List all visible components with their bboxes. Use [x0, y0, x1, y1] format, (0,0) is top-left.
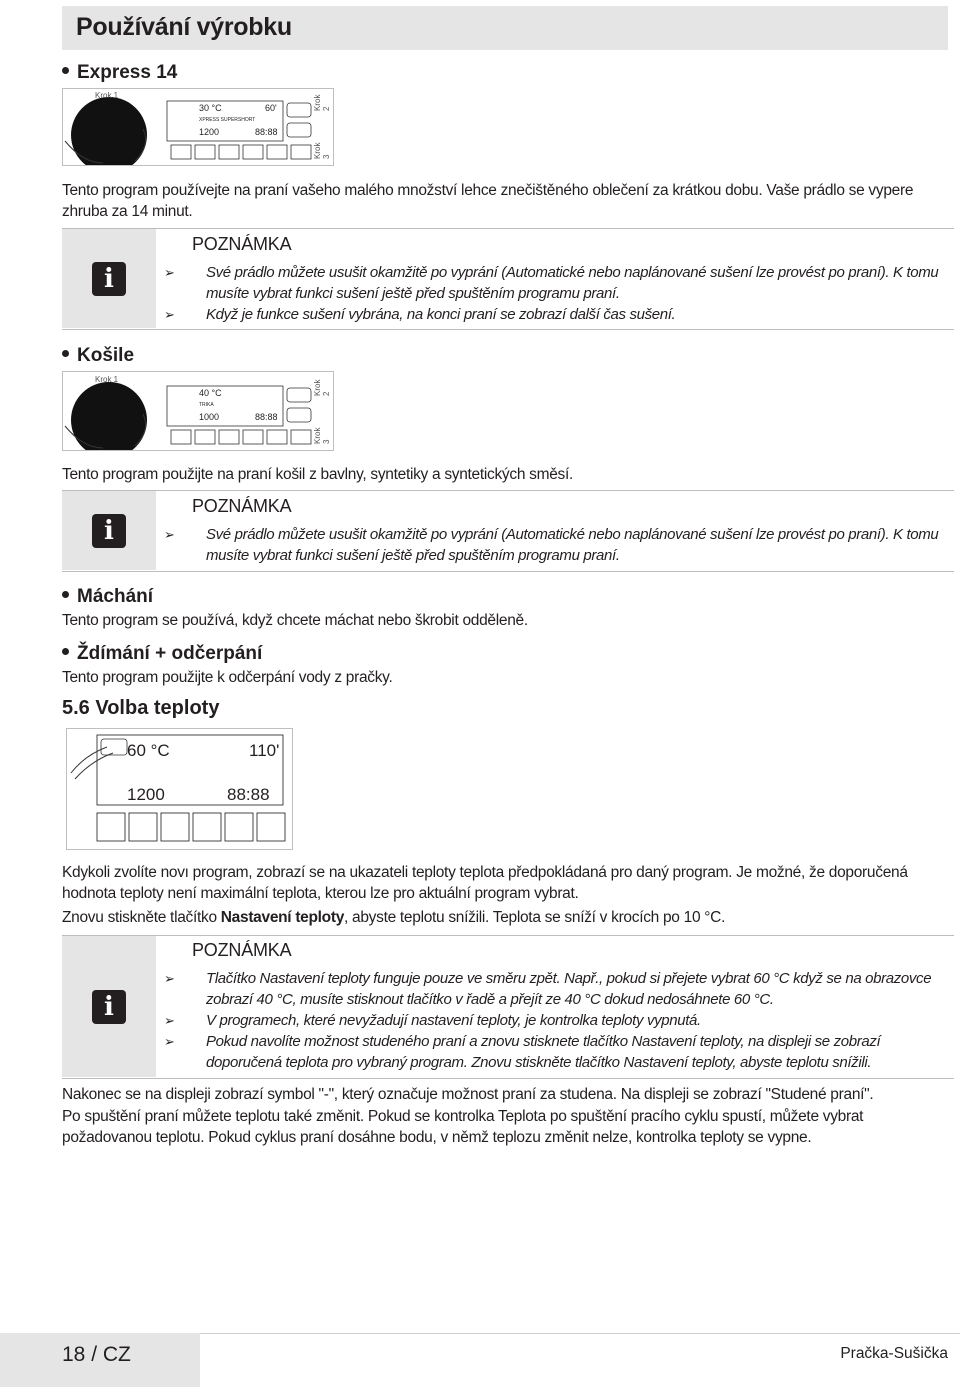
note-title: POZNÁMKA	[192, 940, 292, 960]
note-item: ➢ V programech, které nevyžadují nastavení teploty, je kontrolka teploty vypnutá.	[164, 1012, 701, 1029]
arrow-bullet-icon: ➢	[164, 527, 175, 542]
arrow-bullet-icon: ➢	[164, 265, 175, 280]
display-mode: XPRESS SUPERSHORT	[199, 117, 256, 123]
note-item: ➢ Pokud navolíte možnost studeného praní a znovu stisknete tlačítko Nastavení teploty, na displeji se zobrazí doporučená teplota pro vybraný program. Znovu stiskněte tlačítko Nastavení teploty, abyste teplotu snížili.	[164, 1033, 881, 1071]
display-mode: TRIKA	[199, 402, 214, 408]
arrow-bullet-icon: ➢	[164, 1034, 175, 1049]
bullet-icon	[62, 591, 69, 598]
display-clock: 88:88	[255, 412, 278, 422]
page-number: 18 / CZ	[62, 1343, 131, 1366]
section-heading-zdimani: Ždímání + odčerpání	[62, 643, 262, 665]
info-panel	[62, 229, 156, 328]
display-spin: 1200	[127, 785, 165, 804]
bullet-icon	[62, 67, 69, 74]
note-item: ➢ Své prádlo můžete usušit okamžitě po vyprání (Automatické nebo naplánované sušení lze provést po praní). K tomu musíte vybrat funkci sušení ještě před spuštěním programu praní.	[164, 526, 939, 564]
page-title: Používání výrobku	[76, 13, 292, 41]
temperature-display-diagram	[66, 728, 293, 850]
kosile-description: Tento program použijte na praní košil z bavlny, syntetiky a syntetických směsí.	[62, 466, 573, 483]
section-heading-machani: Máchání	[62, 586, 153, 608]
volba-paragraph-1: Kdykoli zvolíte novı program, zobrazí se na ukazateli teploty teplota předpokládaná pro daný program. Je možné, že doporučená hodnota teploty není maximální teplota, kterou lze pro aktuální program vybrat.	[62, 864, 908, 902]
display-spin: 1000	[199, 412, 220, 422]
display-temperature: 60 °C	[127, 741, 170, 760]
note-title: POZNÁMKA	[192, 234, 292, 254]
note-list	[164, 524, 952, 566]
step-label: Krok 2	[313, 94, 331, 111]
step-label: Krok 3	[313, 427, 331, 444]
bullet-icon	[62, 648, 69, 655]
display-clock: 88:88	[227, 785, 270, 804]
display-temperature: 30 °C	[199, 103, 222, 113]
kosile-diagram	[62, 371, 334, 451]
info-icon: i	[92, 514, 126, 548]
arrow-bullet-icon: ➢	[164, 971, 175, 986]
info-panel	[62, 936, 156, 1077]
note-list	[164, 968, 952, 1073]
display-clock: 88:88	[255, 127, 278, 137]
step-label: Krok 3	[313, 142, 331, 159]
step-label: Krok 1	[95, 91, 119, 100]
step-label: Krok 2	[313, 379, 331, 396]
section-heading-volba-teploty: 5.6 Volba teploty	[62, 697, 220, 719]
note-item: ➢ Své prádlo můžete usušit okamžitě po vyprání (Automatické nebo naplánované sušení lze provést po praní). K tomu musíte vybrat funkci sušení ještě před spuštěním programu praní.	[164, 264, 939, 302]
note-item: ➢ Tlačítko Nastavení teploty funguje pouze ve směru zpět. Např., pokud si přejete vybrat 60 °C když se na obrazovce zobrazí 40 °C, musíte stisknout tlačítko v řadě a přejít ze 40 °C dokud nedosáhnete 60 °C.	[164, 970, 932, 1008]
section-heading-express: Express 14	[62, 62, 177, 84]
closing-paragraph-2: Po spuštění praní můžete teplotu také změnit. Pokud se kontrolka Teplota po spuštění pracího cyklu spustí, můžete vybrat požadovanou teplotu. Pokud cyklus praní dosáhne bodu, v němž teplozu změnit nelze, kontrolka teploty se vypne.	[62, 1108, 864, 1146]
info-icon: i	[92, 262, 126, 296]
arrow-bullet-icon: ➢	[164, 1013, 175, 1028]
display-spin: 1200	[199, 127, 220, 137]
zdimani-description: Tento program použijte k odčerpání vody z pračky.	[62, 669, 393, 686]
display-temperature: 40 °C	[199, 388, 222, 398]
step-label: Krok 1	[95, 375, 119, 384]
express-description: Tento program používejte na praní vašeho malého množství lehce znečištěného oblečení za krátkou dobu. Vaše prádlo se vypere zhruba za 14 minut.	[62, 182, 914, 220]
machani-description: Tento program se používá, když chcete máchat nebo škrobit odděleně.	[62, 612, 528, 629]
note-title: POZNÁMKA	[192, 496, 292, 516]
info-icon: i	[92, 990, 126, 1024]
bullet-icon	[62, 350, 69, 357]
section-heading-kosile: Košile	[62, 345, 134, 367]
display-time: 110'	[249, 741, 280, 760]
volba-paragraph-2: Znovu stiskněte tlačítko Nastavení teploty, abyste teplotu snížili. Teplota se sníží v krocích po 10 °C.	[62, 909, 726, 926]
arrow-bullet-icon: ➢	[164, 307, 175, 322]
footer-divider	[200, 1333, 960, 1334]
product-name: Pračka-Sušička	[840, 1345, 948, 1362]
control-panel-illustration	[63, 89, 333, 165]
note-list	[164, 262, 952, 325]
info-panel	[62, 491, 156, 570]
express-diagram	[62, 88, 334, 166]
note-item: ➢ Když je funkce sušení vybrána, na konci praní se zobrazí další čas sušení.	[164, 306, 676, 323]
closing-paragraph-1: Nakonec se na displeji zobrazí symbol "-", který označuje možnost praní za studena. Na displeji se zobrazí "Studené praní".	[62, 1086, 874, 1103]
display-time: 60'	[265, 103, 277, 113]
